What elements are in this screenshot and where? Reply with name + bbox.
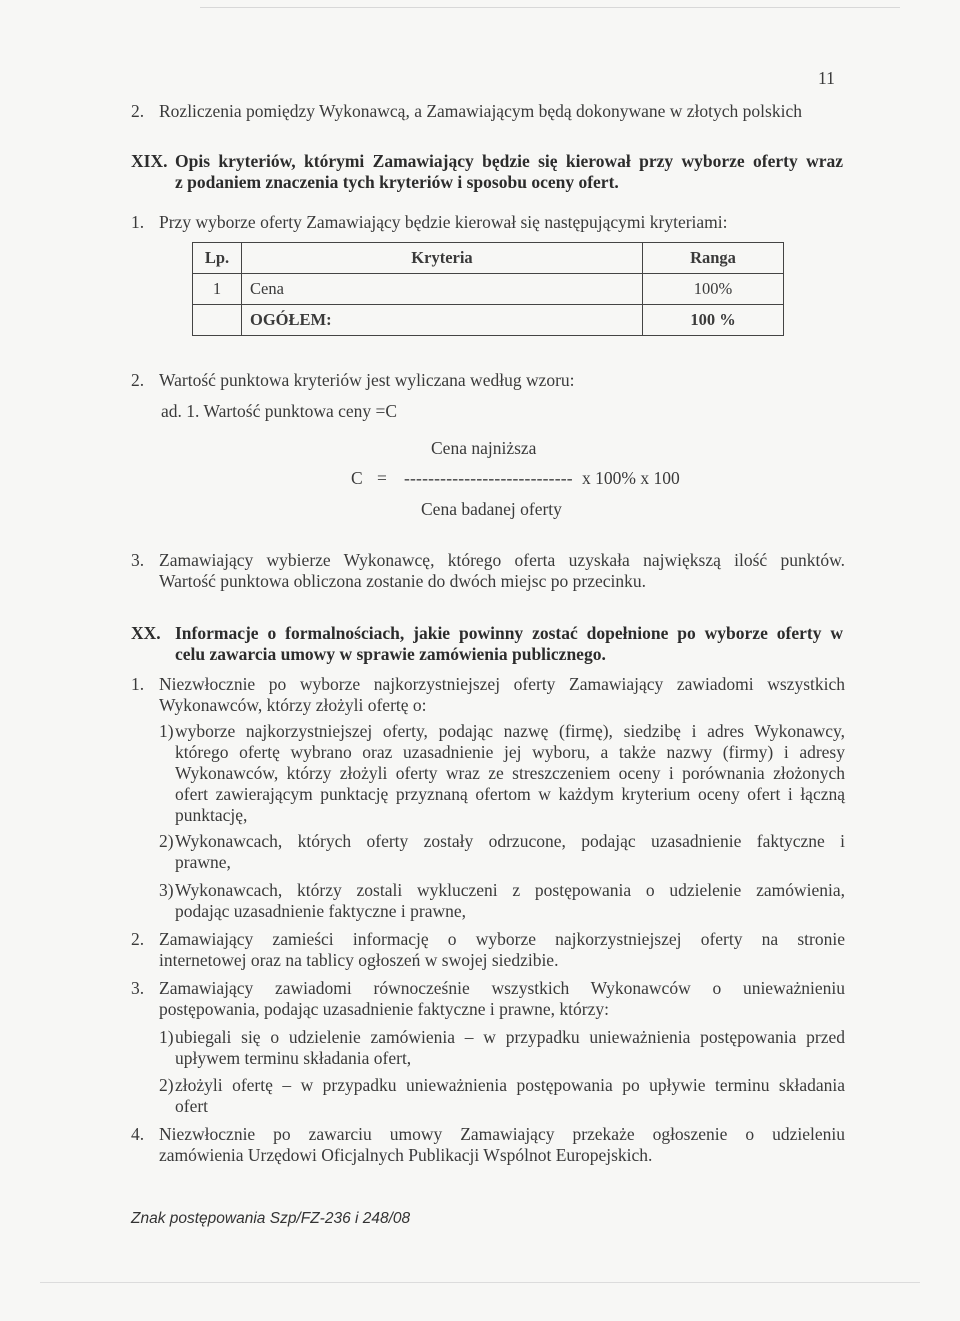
item-num: 2.: [131, 929, 145, 949]
header-lp: Lp.: [193, 243, 242, 274]
item-num: 2.: [131, 370, 145, 390]
subitem-text: którego ofertę wybrano oraz uzasadnienie jej wyboru, a także nazwy (firmy) i adresy: [175, 742, 845, 762]
section-heading: Opis kryteriów, którymi Zamawiający będzie się kierował przy wyborze oferty wraz: [175, 151, 843, 171]
item-text-cont: Wykonawców, którzy złożyli ofertę o:: [159, 695, 427, 715]
item-text-cont: internetowej oraz na tablicy ogłoszeń w swojej siedzibie.: [159, 950, 559, 970]
item-text: Niezwłocznie po zawarciu umowy Zamawiający przekaże ogłoszenie o udzieleniu: [159, 1124, 845, 1144]
section-heading: Informacje o formalnościach, jakie powinny zostać dopełnione po wyborze oferty w: [175, 623, 843, 643]
item-num: 3.: [131, 550, 145, 570]
item-text: Przy wyborze oferty Zamawiający będzie kierował się następującymi kryteriami:: [159, 212, 728, 232]
section-heading-cont: celu zawarcia umowy w sprawie zamówienia publicznego.: [175, 644, 606, 664]
subitem-text: wyborze najkorzystniejszej oferty, podając nazwę (firmę), siedzibę i adres Wykonawcy,: [175, 721, 845, 741]
subitem-text: ubiegali się o udzielenie zamówienia – w przypadku unieważnienia postępowania przed: [175, 1027, 845, 1047]
table-total-row: [193, 305, 784, 336]
formula-equals: =: [377, 468, 387, 488]
subitem-text: upływem terminu składania ofert,: [175, 1048, 412, 1068]
formula-numerator: Cena najniższa: [431, 438, 537, 458]
subitem-text: ofert: [175, 1096, 209, 1116]
item-num: 1.: [131, 212, 145, 232]
item-text-cont: Wartość punktowa obliczona zostanie do dwóch miejsc po przecinku.: [159, 571, 646, 591]
item-text-cont: zamówienia Urzędowi Oficjalnych Publikacji Wspólnot Europejskich.: [159, 1145, 653, 1165]
subitem-text: ofert zawierającym punktację przyznaną ofertom w każdym kryterium oceny ofert i łączną: [175, 784, 845, 804]
subitem-text: podając uzasadnienie faktyczne i prawne,: [175, 901, 467, 921]
cell-lp: 1: [193, 274, 242, 305]
section-number: XX.: [131, 623, 161, 643]
subitem-text: punktację,: [175, 805, 248, 825]
section-heading-cont: z podaniem znaczenia tych kryteriów i sposobu oceny ofert.: [175, 172, 619, 192]
header-weight: Ranga: [643, 243, 784, 274]
scan-edge-bottom: [40, 1282, 920, 1283]
formula-multiplier: x 100% x 100: [582, 468, 680, 488]
item-num: 3.: [131, 978, 145, 998]
cell-weight: 100%: [643, 274, 784, 305]
formula-fraction-bar: ----------------------------: [404, 468, 573, 488]
item-text: Zamawiający zamieści informację o wyborze najkorzystniejszej oferty na stronie: [159, 929, 845, 949]
cell-criterion: Cena: [242, 274, 643, 305]
subitem-num: 3): [159, 880, 174, 900]
section-number: XIX.: [131, 151, 168, 171]
header-criteria: Kryteria: [242, 243, 643, 274]
subitem-num: 1): [159, 721, 174, 741]
subitem-text: Wykonawcach, którzy zostali wykluczeni z postępowania o udzielenie zamówienia,: [175, 880, 845, 900]
table-header-row: [193, 243, 784, 274]
formula-denominator: Cena badanej oferty: [421, 499, 562, 519]
subitem-num: 2): [159, 1075, 174, 1095]
para-text: Rozliczenia pomiędzy Wykonawcą, a Zamawiającym będą dokonywane w złotych polskich: [159, 101, 802, 121]
item-text-cont: postępowania, podając uzasadnienie faktyczne i prawne, którzy:: [159, 999, 609, 1019]
subitem-text: Wykonawców, którzy złożyli oferty wraz ze streszczeniem oceny i porównania złożonych: [175, 763, 845, 783]
item-num: 1.: [131, 674, 145, 694]
item-text: Zamawiający zawiadomi równocześnie wszystkich Wykonawców o unieważnieniu: [159, 978, 845, 998]
item-text: Niezwłocznie po wyborze najkorzystniejszej oferty Zamawiający zawiadomi wszystkich: [159, 674, 845, 694]
page-number: 11: [818, 68, 835, 88]
scan-edge-top: [200, 7, 900, 8]
subitem-text: Wykonawcach, których oferty zostały odrzucone, podając uzasadnienie faktyczne i: [175, 831, 845, 851]
subitem-text: prawne,: [175, 852, 231, 872]
para-num: 2.: [131, 101, 145, 121]
formula-lhs: C: [351, 468, 363, 488]
subitem-num: 2): [159, 831, 174, 851]
document-reference-footer: Znak postępowania Szp/FZ-236 i 248/08: [131, 1210, 411, 1227]
item-text: Wartość punktowa kryteriów jest wyliczana według wzoru:: [159, 370, 575, 390]
total-label: OGÓŁEM:: [242, 305, 643, 336]
criteria-table: [192, 242, 784, 336]
total-weight: 100 %: [643, 305, 784, 336]
cell-empty: [193, 305, 242, 336]
item-num: 4.: [131, 1124, 145, 1144]
item-text: Zamawiający wybierze Wykonawcę, którego oferta uzyskała największą ilość punktów.: [159, 550, 845, 570]
subitem-num: 1): [159, 1027, 174, 1047]
formula-intro: ad. 1. Wartość punktowa ceny =C: [161, 401, 398, 421]
subitem-text: złożyli ofertę – w przypadku unieważnienia postępowania po upływie terminu składania: [175, 1075, 845, 1095]
table-row: [193, 274, 784, 305]
